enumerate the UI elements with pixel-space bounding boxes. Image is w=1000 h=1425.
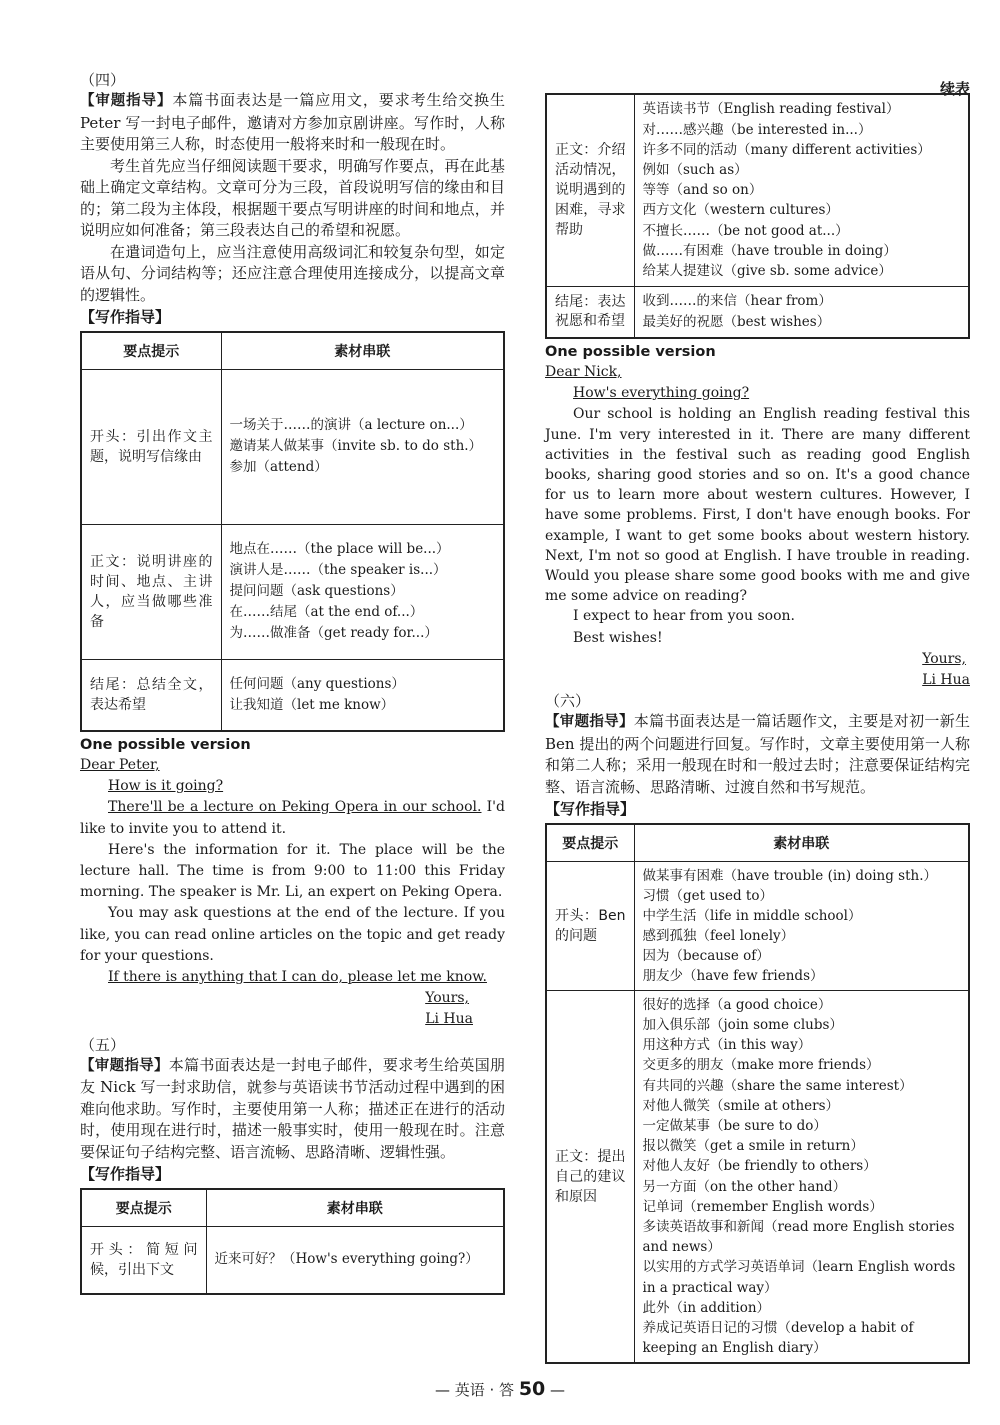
section-6-guide-table [545, 823, 970, 1364]
materials-cell [634, 861, 969, 990]
key-point-cell: 开头：引出作文主题，说明写信缘由 [81, 369, 221, 524]
material-item: 多读英语故事和新闻（read more English stories and news） [642, 1218, 955, 1256]
table-header-key-points: 要点提示 [546, 824, 634, 861]
version-title: One possible version [80, 737, 251, 753]
table-row [546, 990, 969, 1363]
material-item: 参加（attend） [229, 459, 328, 475]
table-row [81, 524, 504, 659]
material-item: 给某人提建议（give sb. some advice） [642, 262, 892, 279]
materials-cell [221, 659, 504, 731]
analysis-text: 本篇书面表达是一封电子邮件，要求考生给英国朋友 Nick 写一封求助信，就参与英语读书节活动过程中遇到的困难向他求助。写作时，主要使用第一人称；描述正在进行的活动时，使用现在进行时，描述一般事实时，使用一般现在时。注意要保证句子结构完整、语言流畅、思路清晰、逻辑性强。 [80, 1055, 505, 1161]
section-4-guide-table [80, 331, 505, 732]
material-item: 让我知道（let me know） [229, 696, 395, 713]
letter-signature [545, 649, 970, 691]
material-item: 最美好的祝愿（best wishes） [642, 313, 831, 330]
key-point-cell: 结尾：表达祝愿和希望 [546, 286, 634, 338]
material-item: 一定做某事（be sure to do） [642, 1117, 827, 1134]
footer-dash: — [550, 1381, 566, 1399]
section-5-analysis [80, 1055, 505, 1164]
material-item: 对他人友好（be friendly to others） [642, 1158, 877, 1175]
material-item: 对他人微笑（smile at others） [642, 1097, 840, 1114]
letter-closing: Yours, [922, 650, 967, 667]
material-item: 习惯（get used to） [642, 887, 773, 904]
section-5-label: （五） [80, 1035, 126, 1054]
section-5-guide-table-continued [545, 93, 970, 339]
material-item: 在……结尾（at the end of...） [229, 604, 424, 620]
writing-guide-heading: 【写作指导】 [80, 308, 171, 326]
table-header-materials: 素材串联 [206, 1189, 504, 1226]
table-row [546, 286, 969, 338]
writing-guide-heading: 【写作指导】 [80, 1165, 171, 1184]
analysis-tag: 【审题指导】 [80, 1057, 169, 1074]
materials-cell [634, 286, 969, 338]
writing-guide-heading: 【写作指导】 [545, 800, 636, 819]
material-item: 很好的选择（a good choice） [642, 996, 832, 1013]
material-item: 西方文化（western cultures） [642, 202, 839, 219]
letter-signature [80, 988, 505, 1030]
section-6-label: （六） [545, 692, 591, 711]
material-item: 用这种方式（in this way） [642, 1037, 812, 1054]
table-row [81, 659, 504, 731]
material-item: 地点在……（the place will be...） [229, 541, 450, 557]
material-item: 做某事有困难（have trouble (in) doing sth.） [642, 867, 937, 884]
analysis-tag: 【审题指导】 [545, 714, 634, 731]
material-item: 近来可好？（How's everything going?） [214, 1251, 479, 1268]
key-point-cell: 开头：Ben 的问题 [546, 861, 634, 990]
sentence: I'd like to invite you to attend it. [80, 799, 505, 837]
key-point-cell: 正文：说明讲座的时间、地点、主讲人，应当做哪些准备 [81, 524, 221, 659]
materials-cell [206, 1226, 504, 1294]
table-header-materials: 素材串联 [634, 824, 969, 861]
page-footer [0, 1378, 1000, 1400]
analysis-text: 本篇书面表达是一篇应用文，要求考生给交换生 Peter 写一封电子邮件，邀请对方参加京剧讲座。写作时，人称主要使用第三人称，时态使用一般将来时和一般现在时。 [80, 91, 505, 153]
material-item: 一场关于……的演讲（a lecture on...） [229, 417, 473, 433]
material-item: 感到孤独（feel lonely） [642, 927, 795, 944]
letter-name: Li Hua [425, 1011, 473, 1028]
table-row [546, 94, 969, 286]
material-item: 此外（in addition） [642, 1299, 771, 1316]
key-point-cell: 开头：简短问候，引出下文 [81, 1226, 206, 1294]
letter-paragraph: Best wishes! [573, 629, 663, 646]
material-item: 交更多的朋友（make more friends） [642, 1057, 880, 1074]
material-item: 提问问题（ask questions） [229, 583, 404, 599]
sample-letter-peter [80, 755, 505, 1031]
section-4-paragraph-3: 在遣词造句上，应当注意使用高级词汇和较复杂句型，如定语从句、分词结构等；还应注意合理使用连接成分，以提高文章的逻辑性。 [80, 242, 505, 304]
table-header-key-points: 要点提示 [81, 332, 221, 369]
analysis-text: 本篇书面表达是一篇话题作文，主要是对初一新生 Ben 提出的两个问题进行回复。写作时，文章主要使用第一人称和第二人称；采用一般现在时和一般过去时；注意要保证结构完整、语言流畅、思路清晰、过渡自然和书写规范。 [545, 712, 970, 796]
material-item: 英语读书节（English reading festival） [642, 101, 900, 118]
material-item: 任何问题（any questions） [229, 675, 405, 692]
letter-paragraph: Our school is holding an English reading festival this June. I'm very interested in it. There are many different activities in the festival such as reading good English books, sharing good stories and so on. It's a good chance for us to learn more about western cultures. However, I have some problems. First, I don't have enough books. For example, I want to get some books about western history. Next, I'm not so good at English. I have trouble in reading. Would you please share some good books with me and give me some advice on reading? [545, 406, 970, 605]
material-item: 对……感兴趣（be interested in...） [642, 121, 872, 138]
sample-letter-nick [545, 362, 970, 691]
material-item: 养成记英语日记的习惯（develop a habit of keeping an English diary） [642, 1320, 914, 1357]
material-item: 记单词（remember English words） [642, 1198, 883, 1215]
material-item: 因为（because of） [642, 947, 770, 964]
materials-cell [634, 94, 969, 286]
letter-paragraph: I expect to hear from you soon. [573, 608, 795, 625]
section-4-analysis [80, 90, 505, 156]
table-row [546, 861, 969, 990]
letter-paragraph [80, 797, 505, 839]
material-item: 另一方面（on the other hand） [642, 1178, 847, 1195]
material-item: 朋友少（have few friends） [642, 967, 824, 984]
material-item: 加入俱乐部（join some clubs） [642, 1016, 843, 1033]
letter-paragraph: Here's the information for it. The place will be the lecture hall. The time is from 9:00 to 11:00 this Friday morning. The speaker is Mr. Li, an expert on Peking Opera. [80, 841, 505, 901]
material-item: 做……有困难（have trouble in doing） [642, 242, 897, 259]
letter-closing: Yours, [425, 990, 470, 1007]
continued-label: 续表 [939, 80, 970, 98]
key-point-cell: 正文：提出自己的建议和原因 [546, 990, 634, 1363]
key-point-cell: 结尾：总结全文，表达希望 [81, 659, 221, 731]
letter-greeting: Dear Nick, [545, 364, 622, 380]
underlined-sentence: There'll be a lecture on Peking Opera in our school. [108, 799, 482, 816]
left-column [80, 70, 505, 1295]
material-item: 以实用的方式学习英语单词（learn English words in a practical way） [642, 1259, 956, 1296]
section-4-label: （四） [80, 71, 126, 89]
material-item: 有共同的兴趣（share the same interest） [642, 1077, 913, 1094]
material-item: 例如（such as） [642, 161, 748, 178]
material-item: 演讲人是……（the speaker is...） [229, 562, 447, 578]
analysis-tag: 【审题指导】 [80, 93, 173, 109]
material-item: 收到……的来信（hear from） [642, 292, 832, 309]
material-item: 中学生活（life in middle school） [642, 907, 862, 924]
letter-opening: How's everything going? [573, 385, 750, 402]
materials-cell [221, 369, 504, 524]
section-4-paragraph-2: 考生首先应当仔细阅读题干要求，明确写作要点，再在此基础上确定文章结构。文章可分为三段，首段说明写信的缘由和目的；第二段为主体段，根据题干要点写明讲座的时间和地点，并说明应如何准备；第三段表达自己的希望和祝愿。 [80, 156, 505, 239]
right-column [545, 93, 970, 1364]
table-header-key-points: 要点提示 [81, 1189, 206, 1226]
key-point-cell: 正文：介绍活动情况，说明遇到的困难，寻求帮助 [546, 94, 634, 286]
letter-greeting: Dear Peter, [80, 757, 160, 773]
letter-opening: How is it going? [108, 778, 224, 795]
section-5-guide-table [80, 1188, 505, 1295]
letter-paragraph: If there is anything that I can do, please let me know. [108, 969, 487, 986]
letter-name: Li Hua [922, 672, 970, 689]
material-item: 为……做准备（get ready for...） [229, 625, 438, 641]
section-6-analysis [545, 711, 970, 798]
materials-cell [221, 524, 504, 659]
table-row [81, 369, 504, 524]
material-item: 不擅长……（be not good at...） [642, 222, 849, 239]
table-row [81, 1226, 504, 1294]
material-item: 许多不同的活动（many different activities） [642, 141, 931, 158]
material-item: 邀请某人做某事（invite sb. to do sth.） [229, 438, 483, 454]
version-title: One possible version [545, 344, 716, 360]
page-number: 50 [518, 1378, 546, 1400]
material-item: 等等（and so on） [642, 182, 763, 199]
footer-label: — 英语 · 答 [434, 1381, 515, 1399]
materials-cell [634, 990, 969, 1363]
table-header-materials: 素材串联 [221, 332, 504, 369]
material-item: 报以微笑（get a smile in return） [642, 1138, 864, 1155]
letter-paragraph: You may ask questions at the end of the lecture. If you like, you can read online articles on the topic and get ready for your questions. [80, 905, 505, 964]
